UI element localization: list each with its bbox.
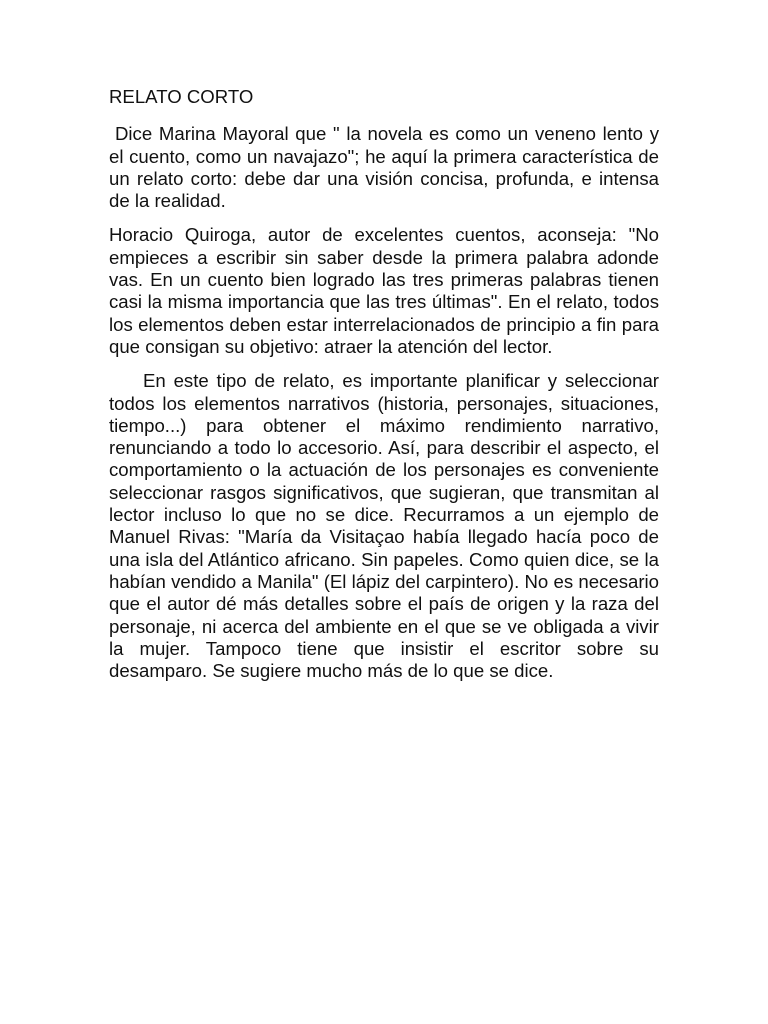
document-title: RELATO CORTO bbox=[109, 86, 254, 107]
document-body bbox=[109, 86, 659, 694]
paragraph-1: Dice Marina Mayoral que " la novela es como un veneno lento y el cuento, como un navajazo"; he aquí la primera característica de un relato corto: debe dar una visión concisa, profunda, e intensa de la realidad. bbox=[109, 123, 659, 212]
paragraph-2: Horacio Quiroga, autor de excelentes cuentos, aconseja: "No empieces a escribir sin saber desde la primera palabra adonde vas. En un cuento bien logrado las tres primeras palabras tienen casi la misma importancia que las tres últimas". En el relato, todos los elementos deben estar interrelacionados de principio a fin para que consigan su objetivo: atraer la atención del lector. bbox=[109, 224, 659, 357]
paragraph-3: En este tipo de relato, es importante planificar y seleccionar todos los elementos narrativos (historia, personajes, situaciones, tiempo...) para obtener el máximo rendimiento narrativo, renunciando a todo lo accesorio. Así, para describir el aspecto, el comportamiento o la actuación de los personajes es conveniente seleccionar rasgos significativos, que sugieran, que transmitan al lector incluso lo que no se dice. Recurramos a un ejemplo de Manuel Rivas: "María da Visitaçao había llegado hacía poco de una isla del Atlántico africano. Sin papeles. Como quien dice, se la habían vendido a Manila" (El lápiz del carpintero). No es necesario que el autor dé más detalles sobre el país de origen y la raza del personaje, ni acerca del ambiente en el que se ve obligada a vivir la mujer. Tampoco tiene que insistir el escritor sobre su desamparo. Se sugiere mucho más de lo que se dice. bbox=[109, 370, 659, 682]
